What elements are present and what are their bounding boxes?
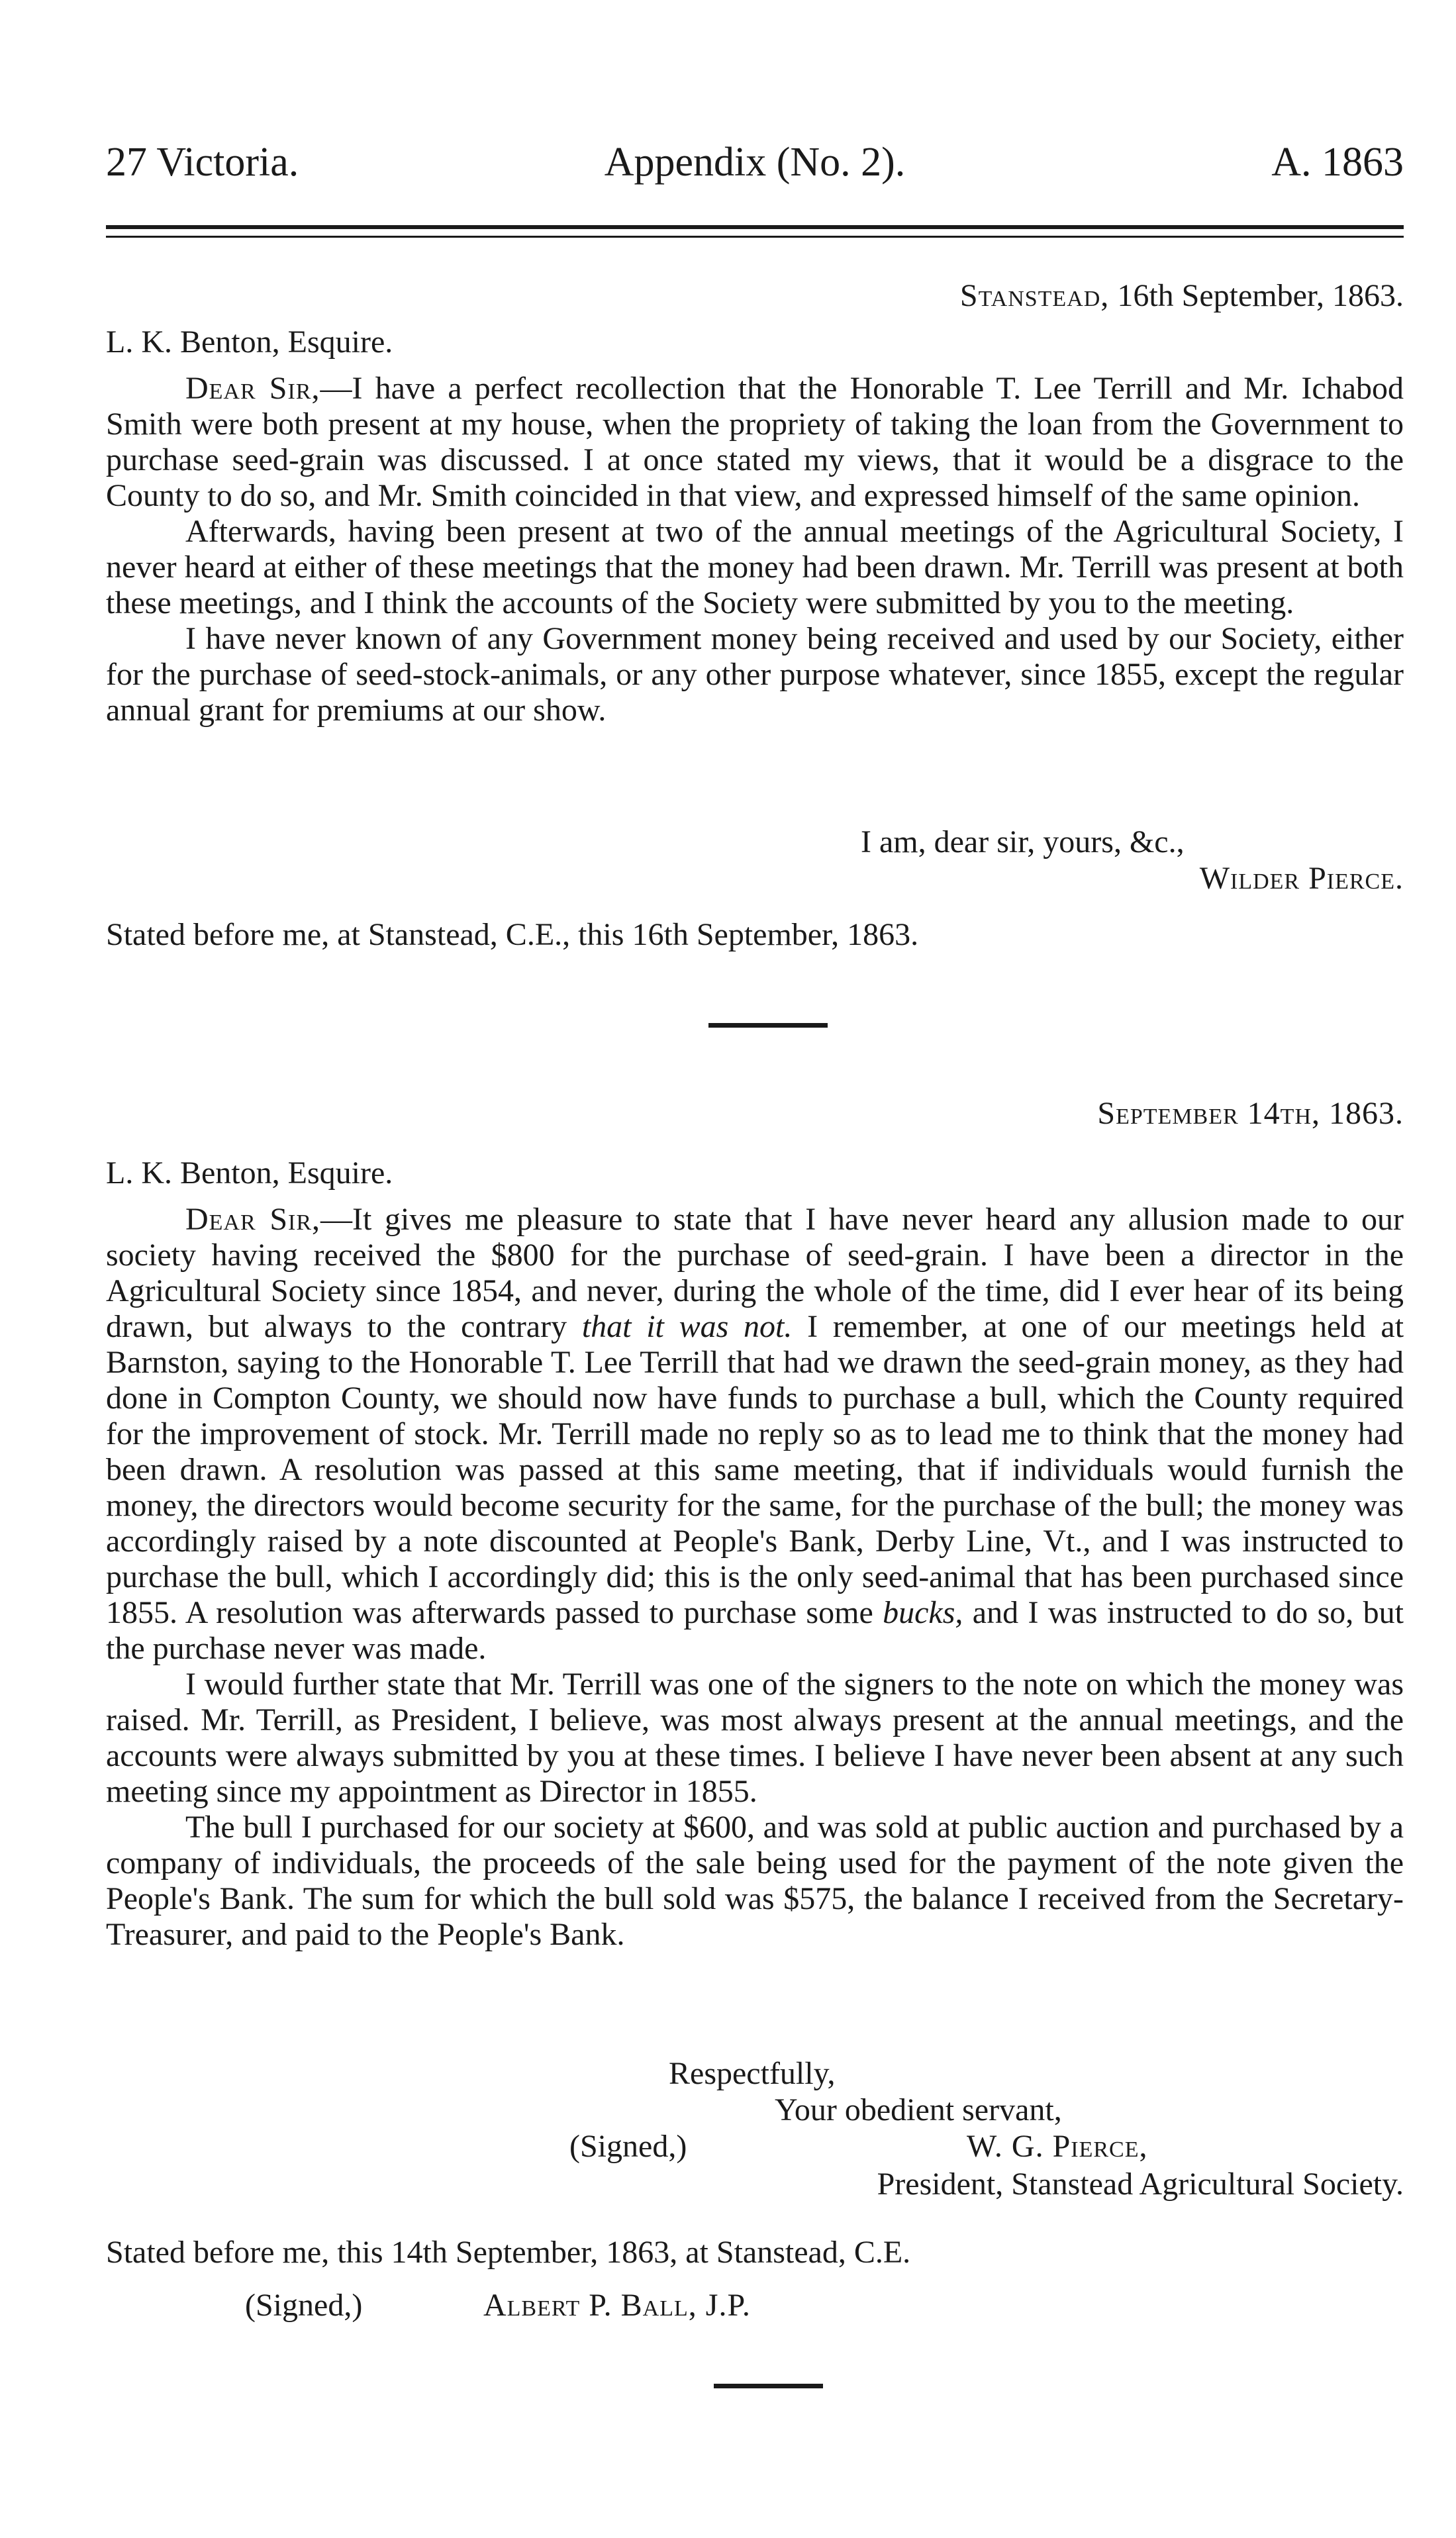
letter2-salutation: Dear Sir, xyxy=(185,1202,321,1237)
letter1-paragraph-1: Dear Sir,—I have a perfect recollection that the Honorable T. Lee Terrill and Mr. Ichabod Smith were both present at my house, when the propriety of taking the loan from the Government to purchase seed-grain was discussed. I at once stated my views, that it would be a disgrace to the County to do so, and Mr. Smith coincided in that view, and expressed himself of the same opinion. xyxy=(106,371,1404,513)
letter1-paragraph-3: I have never known of any Government money being received and used by our Society, either for the purchase of seed-stock-animals, or any other purpose whatever, since 1855, except the regular annual grant for premiums at our show. xyxy=(106,621,1404,728)
letter2-paragraph-3: The bull I purchased for our society at $600, and was sold at public auction and purchased by a company of individuals, the proceeds of the sale being used for the payment of the note given the People's Bank. The sum for which the bull sold was $575, the balance I received from the Secretary-Treasurer, and paid to the People's Bank. xyxy=(106,1810,1404,1952)
header-session: 27 Victoria. xyxy=(106,140,299,185)
letter2-signature: W. G. Pierce, xyxy=(967,2129,1148,2164)
letter2-attestation: Stated before me, this 14th September, 1863, at Stanstead, C.E. xyxy=(106,2235,911,2270)
letter2-attest-signed: (Signed,) xyxy=(245,2288,363,2323)
page-header xyxy=(106,139,1404,192)
letter2-paragraph-2: I would further state that Mr. Terrill was one of the signers to the note on which the money was raised. Mr. Terrill, as President, I believe, was most always present at the annual meetings, and the accounts were always submitted by you at these times. I believe I have never been absent at any such meeting since my appointment as Director in 1855. xyxy=(106,1667,1404,1809)
letter2-signed-label: (Signed,) xyxy=(569,2129,687,2164)
letter2-attest-name: Albert P. Ball, J.P. xyxy=(483,2288,751,2323)
letter1-salutation: Dear Sir, xyxy=(185,371,320,406)
letter2-closing-respectfully: Respectfully, xyxy=(669,2056,836,2091)
letter1-signature: Wilder Pierce. xyxy=(1199,861,1404,896)
section-separator xyxy=(708,1023,828,1028)
letter1-date-place: Stanstead, xyxy=(959,278,1110,313)
letter1-closing: I am, dear sir, yours, &c., xyxy=(861,824,1185,859)
header-rule-thin xyxy=(106,236,1404,238)
letter2-body xyxy=(106,1202,1404,1953)
letter1-date xyxy=(960,278,1404,314)
letter2-addressee: L. K. Benton, Esquire. xyxy=(106,1155,393,1191)
document-page xyxy=(106,0,1404,2538)
letter2-date: September 14th, 1863. xyxy=(1097,1096,1404,1131)
end-separator xyxy=(714,2384,823,2388)
header-rule-thick xyxy=(106,225,1404,229)
letter2-paragraph-1: Dear Sir,—It gives me pleasure to state that I have never heard any allusion made to our society having received the $800 for the purchase of seed-grain. I have been a director in the Agricultural Society since 1854, and never, during the whole of the time, did I ever hear of its being drawn, but always to the contrary that it was not. I remember, at one of our meetings held at Barnston, saying to the Honorable T. Lee Terrill that had we drawn the seed-grain money, as they had done in Compton County, we should now have funds to purchase a bull, which the County required for the improvement of stock. Mr. Terrill made no reply so as to lead me to think that the money had been drawn. A resolution was passed at this same meeting, that if individuals would furnish the money, the directors would become security for the same, for the purchase of the bull; the money was accordingly raised by a note discounted at People's Bank, Derby Line, Vt., and I was instructed to purchase the bull, which I accordingly did; this is the only seed-animal that has been purchased since 1855. A resolution was afterwards passed to purchase some bucks, and I was instructed to do so, but the purchase never was made. xyxy=(106,1202,1404,1666)
header-year: A. 1863 xyxy=(1271,140,1404,185)
header-appendix: Appendix (No. 2). xyxy=(604,140,906,185)
letter1-paragraph-2: Afterwards, having been present at two of the annual meetings of the Agricultural Society, I never heard at either of these meetings that the money had been drawn. Mr. Terrill was present at both these meetings, and I think the accounts of the Society were submitted by you to the meeting. xyxy=(106,514,1404,620)
letter2-closing-servant: Your obedient servant, xyxy=(775,2092,1062,2127)
letter1-attestation: Stated before me, at Stanstead, C.E., this 16th September, 1863. xyxy=(106,917,919,952)
letter2-signer-title: President, Stanstead Agricultural Society. xyxy=(877,2167,1404,2202)
letter1-addressee: L. K. Benton, Esquire. xyxy=(106,324,393,360)
letter1-date-rest: 16th September, 1863. xyxy=(1109,278,1404,313)
letter1-body xyxy=(106,371,1404,728)
